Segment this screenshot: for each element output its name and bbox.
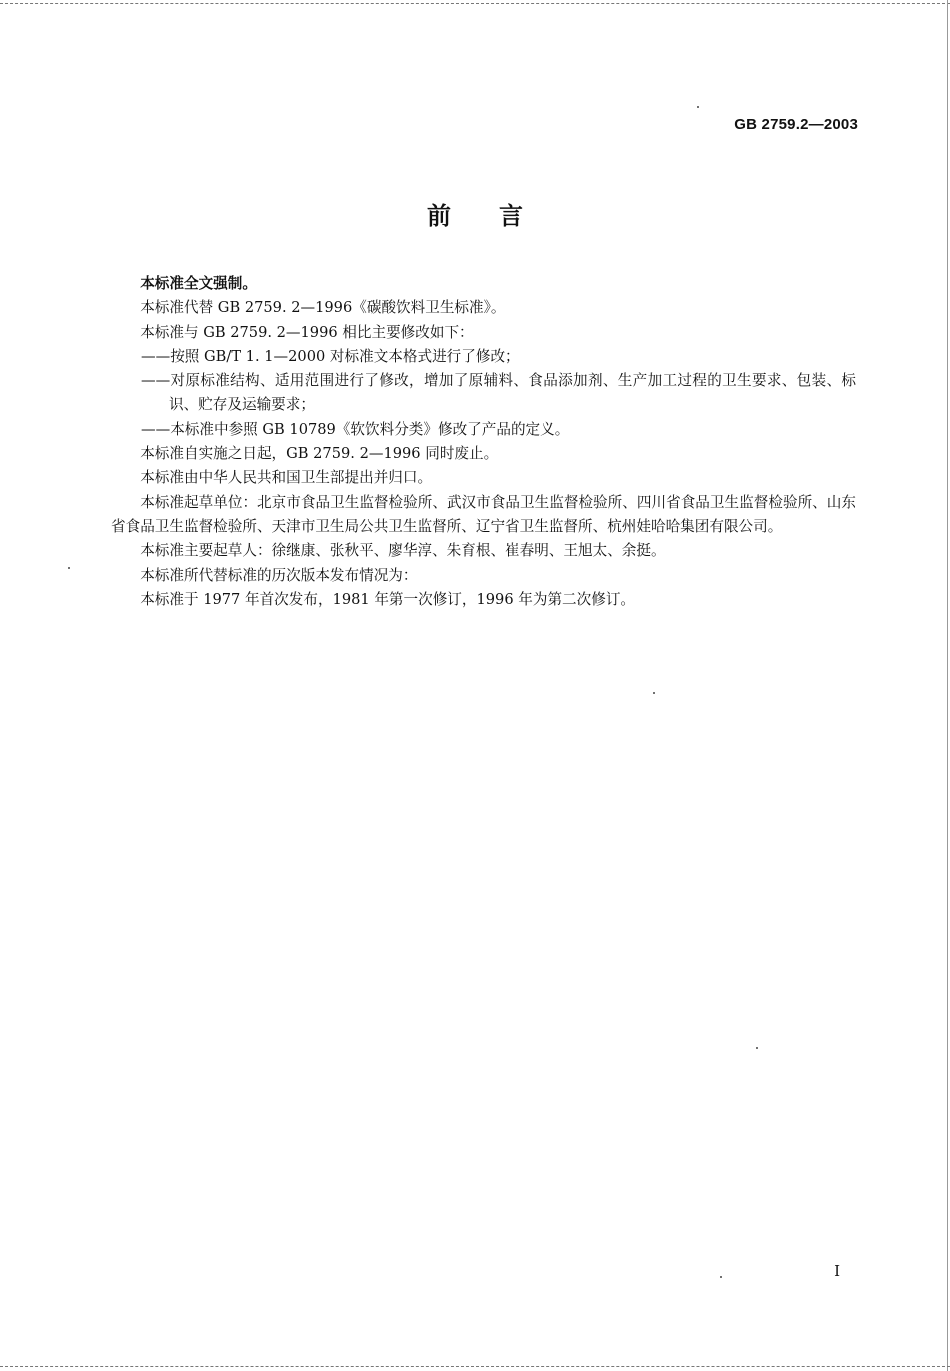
scan-speck: [720, 1276, 722, 1278]
standard-number: GB 2759.2—2003: [734, 116, 858, 133]
drafters-paragraph: 本标准主要起草人：徐继康、张秋平、廖华淳、朱育根、崔春明、王旭太、余挺。: [140, 542, 666, 560]
foreword-paragraph: 本标准与 GB 2759. 2—1996 相比主要修改如下：: [140, 323, 474, 341]
page-number: I: [834, 1262, 840, 1280]
scan-edge-top: [0, 3, 950, 4]
history-paragraph: 本标准于 1977 年首次发布，1981 年第一次修订，1996 年为第二次修订。: [140, 590, 636, 608]
scan-speck: [697, 106, 699, 108]
foreword-paragraph: 本标准所代替标准的历次版本发布情况为：: [140, 566, 418, 584]
foreword-paragraph: 本标准代替 GB 2759. 2—1996《碳酸饮料卫生标准》。: [140, 299, 506, 317]
change-list-item: ——对原标准结构、适用范围进行了修改，增加了原辅料、食品添加剂、生产加工过程的卫生要求、包装、标识、贮存及运输要求；: [141, 372, 856, 414]
drafting-units-paragraph: 本标准起草单位：北京市食品卫生监督检验所、武汉市食品卫生监督检验所、四川省食品卫生监督检验所、山东省食品卫生监督检验所、天津市卫生局公共卫生监督所、辽宁省卫生监督所、杭州娃哈哈集团有限公司。: [111, 493, 856, 535]
scan-speck: [653, 692, 655, 694]
change-list-item: ——本标准中参照 GB 10789《软饮料分类》修改了产品的定义。: [141, 420, 570, 438]
scan-speck: [68, 567, 70, 569]
foreword-paragraph: 本标准全文强制。: [140, 275, 257, 292]
scan-edge-bottom: [0, 1366, 950, 1367]
foreword-paragraph: 本标准由中华人民共和国卫生部提出并归口。: [140, 469, 433, 487]
page-title: 前言: [427, 202, 571, 230]
foreword-body: [111, 272, 856, 612]
foreword-paragraph: 本标准自实施之日起，GB 2759. 2—1996 同时废止。: [140, 445, 499, 463]
scan-speck: [756, 1047, 758, 1049]
change-list-item: ——按照 GB/T 1. 1—2000 对标准文本格式进行了修改；: [141, 347, 520, 365]
